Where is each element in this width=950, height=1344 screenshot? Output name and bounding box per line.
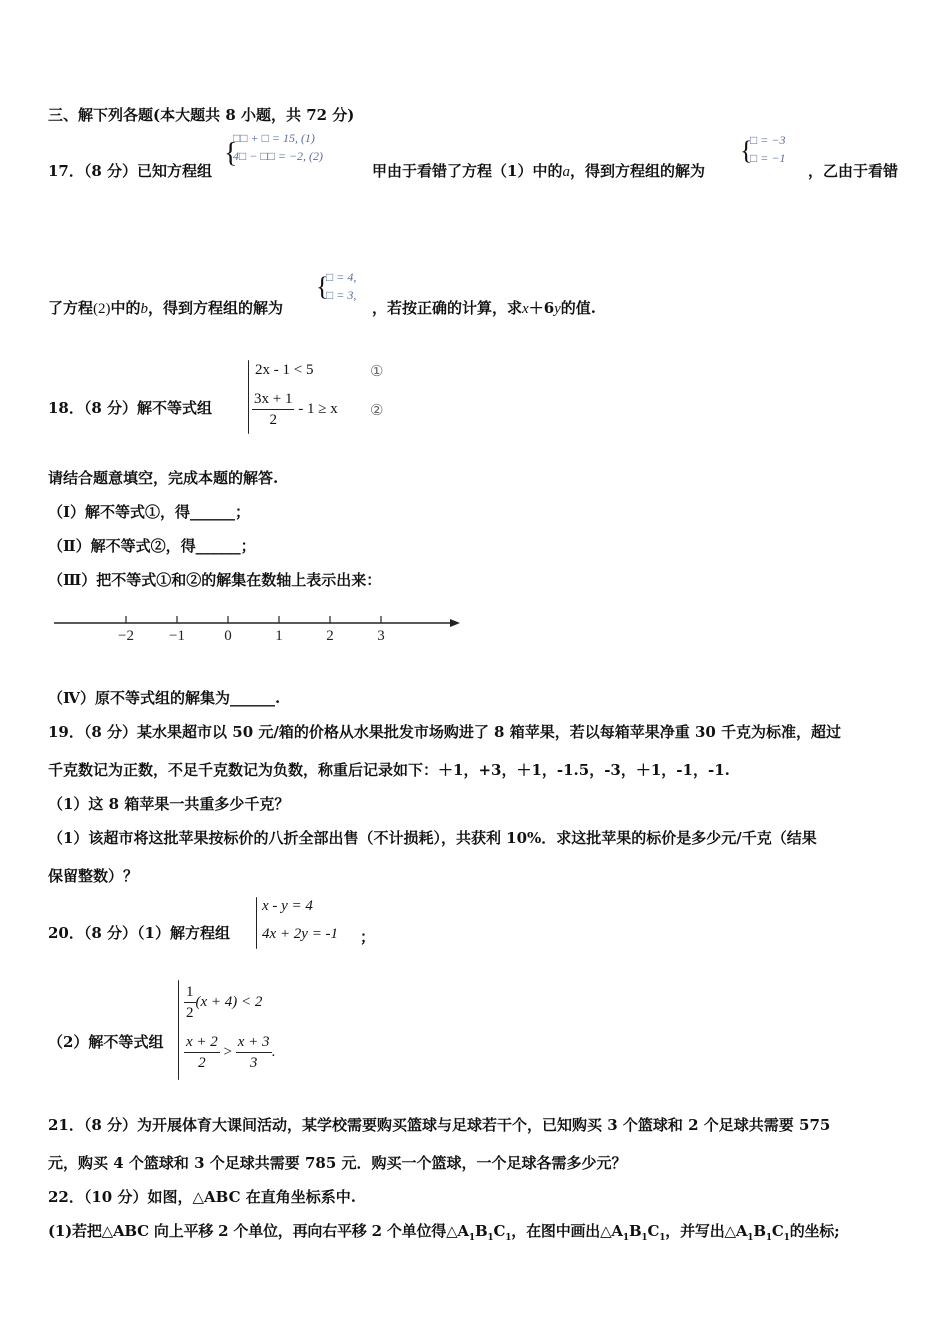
q17-solution2-y: □ = 3, <box>326 288 357 302</box>
q17-text-1: 甲由于看错了方程（1）中的a，得到方程组的解为 <box>372 162 705 180</box>
q17-system-brace: { <box>224 138 238 169</box>
q17-solution1-y: □ = −1 <box>750 151 786 165</box>
number-line-label: −1 <box>169 628 185 644</box>
q21-line-1: 21．（8 分）为开展体育大课间活动，某学校需要购买篮球与足球若干个，已知购买 3 个篮球和 2 个足球共需要 575 <box>48 1116 831 1134</box>
q19-line-1: 19．（8 分）某水果超市以 50 元/箱的价格从水果批发市场购进了 8 箱苹果，若以每箱苹果净重 30 千克为标准，超过 <box>48 723 842 741</box>
number-line-label: −2 <box>118 628 134 644</box>
q18-inequality-2: $\frac{3x + 1}{2}$ - 1 ≥ x <box>254 391 338 428</box>
section-title: 三、解下列各题(本大题共 8 小题，共 72 分) <box>48 106 355 124</box>
q17-solution2-brace: { <box>316 272 329 301</box>
q21-line-2: 元，购买 4 个篮球和 3 个足球共需要 785 元．购买一个篮球，一个足球各需多少元？ <box>48 1154 627 1172</box>
number-line-label: 0 <box>224 628 232 644</box>
q17-system-eq2: 4□ − □□ = −2, (2) <box>233 149 324 163</box>
q18-prefix: 18．（8 分）解不等式组 <box>48 399 213 417</box>
number-line <box>50 610 470 650</box>
q20-inequality-brace <box>178 980 179 1080</box>
q17-solution1-brace: { <box>740 136 753 165</box>
q19-sub-1: （1）这 8 箱苹果一共重多少千克？ <box>48 795 290 813</box>
q18-inequality-1: 2x - 1 < 5 <box>255 362 314 378</box>
q20-inequality-1: $\frac{1}{2}$ (x + 4) < 2 <box>186 984 263 1021</box>
q18-part-1: （Ⅰ）解不等式①，得______； <box>48 503 251 521</box>
q18-mark-1: ① <box>370 364 384 380</box>
q17-solution2-x: □ = 4, <box>326 270 357 284</box>
q19-line-2: 千克数记为正数，不足千克数记为负数，称重后记录如下：＋1，+3，＋1，-1.5，-3，＋1，-1，-1. <box>48 761 730 779</box>
q20-prefix: 20．（8 分）（1）解方程组 <box>48 924 230 942</box>
q22-line-1: 22．（10 分）如图，△ABC 在直角坐标系中. <box>48 1188 356 1206</box>
q17-system-eq1: □□ + □ = 15, (1) <box>233 131 315 145</box>
q17-text-3: ，乙由于看错 <box>808 162 899 180</box>
q18-part-3: （Ⅲ）把不等式①和②的解集在数轴上表示出来： <box>48 571 382 589</box>
q18-part-4: （Ⅳ）原不等式组的解集为______. <box>48 689 281 707</box>
q20-system-brace <box>256 897 257 949</box>
q18-mark-2: ② <box>370 403 384 419</box>
q20-end-1: ； <box>360 928 376 946</box>
q17-tail: ，若按正确的计算，求x＋6y的值. <box>372 299 597 317</box>
q19-sub-2: （1）该超市将这批苹果按标价的八折全部出售（不计损耗），共获利 10%．求这批苹果的标价是多少元/千克（结果 <box>48 829 817 847</box>
q18-part-2: （Ⅱ）解不等式②，得______； <box>48 537 256 555</box>
number-line-label: 1 <box>275 628 283 644</box>
q20-part-2: （2）解不等式组 <box>48 1033 164 1051</box>
q19-sub-2-cont: 保留整数）？ <box>48 867 139 885</box>
q20-inequality-2: $\frac{x + 2}{2}$ > $\frac{x + 3}{3}$ . <box>186 1034 276 1071</box>
q18-system-brace <box>248 360 249 434</box>
number-line-arrow <box>450 619 460 627</box>
number-line-label: 3 <box>377 628 385 644</box>
q20-equation-2: 4x + 2y = -1 <box>262 926 339 942</box>
q17-prefix: 17．（8 分）已知方程组 <box>48 162 213 180</box>
number-line-label: 2 <box>326 628 334 644</box>
q18-instruction: 请结合题意填空，完成本题的解答. <box>48 469 279 487</box>
q17-solution1-x: □ = −3 <box>750 133 786 147</box>
q22-line-2: (1)若把△ABC 向上平移 2 个单位，再向右平移 2 个单位得$\triangle A_1B_1C_1$，在图中画出$\triangle A_1B_1C_1$，并写出$\triangle A_1B_1C_1$的坐标; <box>48 1222 840 1243</box>
q20-equation-1: x - y = 4 <box>262 898 313 914</box>
q17-line2: 了方程(2)中的b，得到方程组的解为 <box>48 299 284 317</box>
